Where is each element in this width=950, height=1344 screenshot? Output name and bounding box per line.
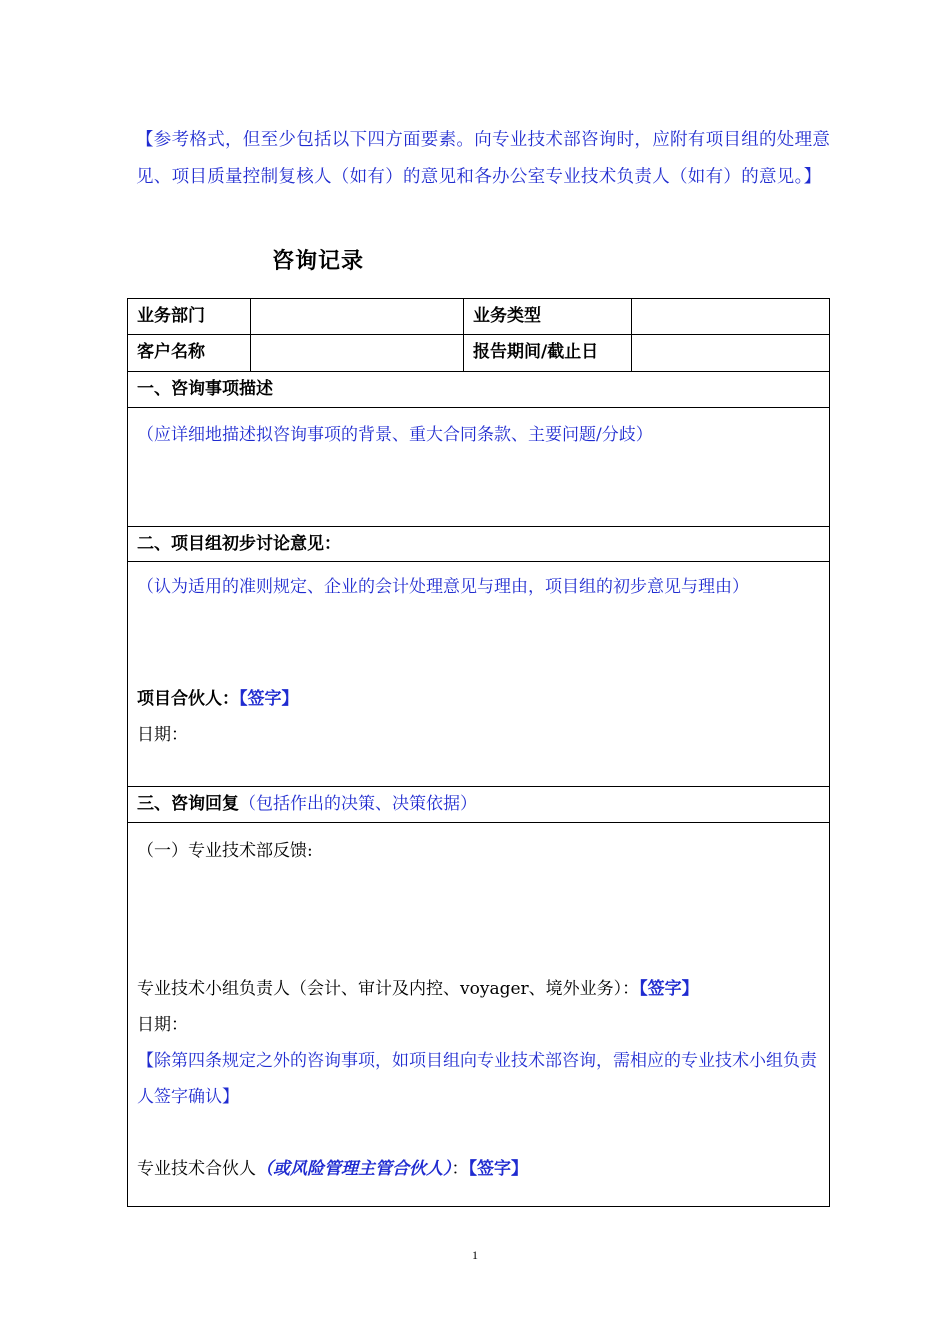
group-leader-label: 专业技术小组负责人（会计、审计及内控、voyager、境外业务）： [137,979,640,999]
group-leader-sign-tag: 【签字】 [639,979,699,999]
field-business-department[interactable] [251,299,464,335]
section3-body-row [128,823,830,1207]
section3-note: 【除第四条规定之外的咨询事项，如项目组向专业技术部咨询，需相应的专业技术小组负责人签字确认】 [137,1051,817,1107]
label-business-type: 业务类型 [464,299,632,335]
label-report-period: 报告期间/截止日 [464,335,632,372]
section1-heading-row [128,372,830,408]
tech-partner-colon: ： [451,1159,469,1179]
tech-partner-alt: （或风险管理主管合伙人） [256,1159,452,1179]
section2-date-label: 日期： [137,725,188,745]
field-business-type[interactable] [632,299,830,335]
section2-heading-row [128,527,830,562]
section3-date-label: 日期： [137,1015,188,1035]
project-partner-sign-tag: 【签字】 [239,689,299,709]
section1-hint: （应详细地描述拟咨询事项的背景、重大合同条款、主要问题/分歧） [137,425,653,445]
info-row-client [128,335,830,372]
section2-hint: （认为适用的准则规定、企业的会计处理意见与理由，项目组的初步意见与理由） [137,577,749,597]
section2-body-row [128,562,830,787]
section1-body[interactable] [128,408,830,527]
tech-partner-sign-tag: 【签字】 [468,1159,528,1179]
section3-body[interactable] [128,823,830,1207]
label-business-department: 业务部门 [128,299,251,335]
page-number: 1 [472,1248,478,1262]
label-client-name: 客户名称 [128,335,251,372]
section3-heading-row [128,787,830,823]
section3-heading-hint: （包括作出的决策、决策依据） [239,794,477,814]
section1-heading: 一、咨询事项描述 [128,372,830,408]
section2-body[interactable] [128,562,830,787]
section3-heading: 三、咨询回复 [137,794,239,814]
intro-instructions: 【参考格式，但至少包括以下四方面要素。向专业技术部咨询时，应附有项目组的处理意见、项目质量控制复核人（如有）的意见和各办公室专业技术负责人（如有）的意见。】 [136,130,831,187]
field-report-period[interactable] [632,335,830,372]
tech-partner-label: 专业技术合伙人 [137,1159,256,1179]
consultation-record-table [127,298,830,1207]
document-title: 咨询记录 [272,249,365,274]
project-partner-label: 项目合伙人： [137,689,239,709]
tech-dept-feedback-label: （一）专业技术部反馈: [137,841,313,861]
field-client-name[interactable] [251,335,464,372]
section3-heading-cell [128,787,830,823]
info-row-department [128,299,830,335]
section1-body-row [128,408,830,527]
section2-heading: 二、项目组初步讨论意见： [128,527,830,562]
